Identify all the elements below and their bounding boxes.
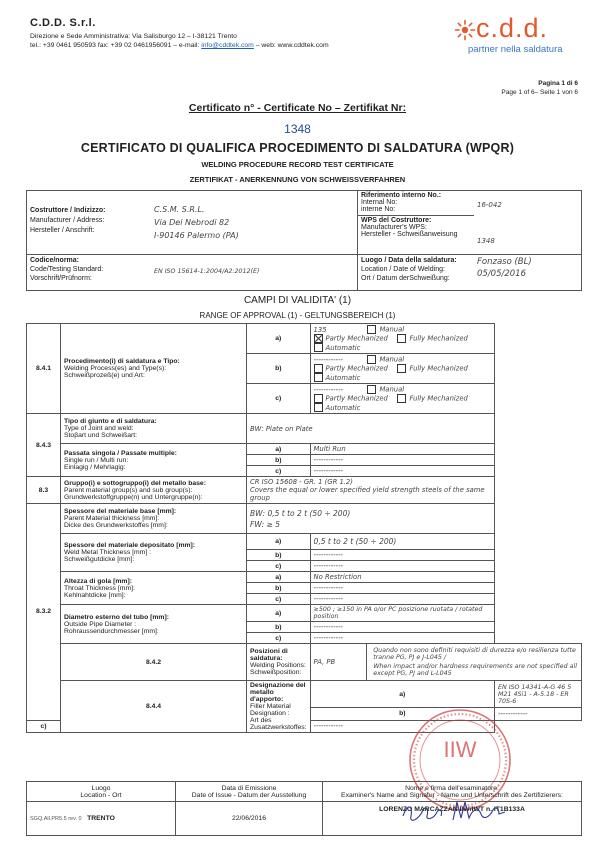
automatic-checkbox[interactable] [314, 403, 323, 412]
examiner-header-it: Nome e firma dell'esaminatore: [405, 784, 499, 792]
row-key: b) [247, 455, 311, 466]
position-label-de: Schweißposition: [250, 669, 302, 676]
manufacturer-label-en: Manufacturer / Address: [30, 217, 105, 224]
code-label-en: Code/Testing Standard: [30, 266, 104, 273]
company-address [30, 32, 410, 50]
throat-value: ------------ [310, 594, 494, 605]
fully-mechanized-checkbox[interactable] [397, 364, 406, 373]
page-info [501, 79, 578, 97]
issue-place: TRENTO [27, 802, 176, 836]
row-key: b) [247, 622, 311, 633]
subtitle-en: WELDING PROCEDURE RECORD TEST CERTIFICATE [201, 160, 394, 169]
row-key: c) [247, 384, 311, 414]
place-date-value [474, 255, 582, 291]
welding-date: 05/05/2016 [477, 269, 526, 279]
manufacturer-name: C.S.M. S.R.L. [154, 205, 205, 214]
row-key: c) [247, 466, 311, 477]
code-label [27, 255, 152, 291]
section-number-842: 8.4.2 [61, 644, 247, 681]
parent-group-label-it: Gruppo(i) e sottogruppo(i) del metallo base: [64, 479, 206, 487]
pipe-diameter-value: ------------ [310, 633, 494, 644]
internal-wps-values [474, 191, 582, 255]
email-link[interactable]: info@cddtek.com [201, 42, 254, 49]
filler-label-en: Filler Material Designation : [250, 703, 291, 717]
filler-label-de: Art des Zusatzwerkstoffes: [250, 717, 307, 731]
date-header-it: Data di Emissione [221, 784, 277, 792]
row-key: b) [247, 354, 311, 384]
deposit-thickness-label [61, 534, 247, 572]
certificate-number: 1348 [284, 122, 311, 136]
automatic-label: Automatic [325, 403, 361, 412]
range-title: CAMPI DI VALIDITA' (1) [243, 295, 352, 306]
parent-group-value-1: CR ISO 15608 - GR. 1 (GR 1.2) [250, 478, 353, 486]
process-row-a [310, 324, 494, 354]
row-key: a) [247, 605, 311, 622]
base-thickness-bw: BW: 0,5 t to 2 t (50 ÷ 200) [250, 508, 351, 518]
place-header-it: Luogo [91, 784, 111, 792]
manufacturer-label [27, 191, 152, 255]
position-note [367, 647, 581, 677]
range-of-approval-table [26, 323, 582, 733]
throat-value: ------------ [310, 583, 494, 594]
address-line-1: Direzione e Sede Amministrativa: Via Salisburgo 12 – I-38121 Trento [30, 33, 237, 40]
cdd-logo [454, 13, 579, 61]
wps-label-en: Manufacturer's WPS: [361, 224, 427, 231]
manual-checkbox[interactable] [367, 355, 376, 364]
parent-group-value-2: Covers the equal or lower specified yield strength steels of the same group [250, 486, 485, 502]
manual-label: Manual [379, 355, 405, 364]
filler-value: ------------ [495, 708, 582, 720]
contacts-text: tel.: +39 0461 950593 fax: +39 02 0461956091 – e-mail: [30, 42, 202, 49]
process-label-de: Schweißprozeß(e) und Art: [64, 372, 145, 379]
throat-value: No Restriction [310, 572, 494, 583]
pass-label-en: Single run / Multi run: [64, 456, 129, 464]
partly-mechanized-checkbox[interactable] [314, 364, 323, 373]
filler-label-it: Designazione del metallo d'apporto: [250, 682, 306, 703]
parent-group-label [61, 477, 247, 504]
throat-label [61, 572, 247, 605]
address-line-2 [30, 41, 410, 50]
pipe-diameter-label [61, 605, 247, 644]
range-subtitle: RANGE OF APPROVAL (1) - GELTUNGSBEREICH (1) [199, 311, 396, 320]
pass-value: ------------ [310, 455, 494, 466]
process-value: 135 [313, 325, 327, 334]
partly-mechanized-checkbox[interactable] [314, 394, 323, 403]
deposit-thickness-label-it: Spessore del materiale depositato [mm]: [64, 542, 196, 549]
deposit-value: 0,5 t to 2 t (50 ÷ 200) [310, 534, 494, 550]
fully-mechanized-label: Fully Mechanized [409, 334, 468, 343]
manual-label: Manual [379, 385, 405, 394]
wps-label-de: Hersteller - Schweißanweisung [361, 231, 458, 238]
pipe-diameter-value: ------------ [310, 622, 494, 633]
internal-number: 16-042 [477, 201, 502, 209]
row-key: b) [247, 550, 311, 561]
date-header-en: Date of Issue - Datum der Ausstellung [191, 791, 307, 799]
row-key: c) [247, 594, 311, 605]
base-thickness-label-en: Parent Material thickness [mm]: [64, 515, 160, 522]
fully-mechanized-label: Fully Mechanized [409, 394, 468, 403]
row-key: a) [247, 534, 311, 550]
examiner-header-en: Examiner's Name and Signatur - Name und Unterschrift des Zertifizierers: [341, 791, 563, 799]
web-text: – web: www.cddtek.com [253, 42, 329, 49]
section-number-83: 8.3 [27, 477, 61, 504]
section-number-832: 8.3.2 [27, 504, 61, 721]
pass-value: Multi Run [310, 444, 494, 455]
partly-mechanized-label: Partly Mechanized [325, 394, 388, 403]
pass-label [61, 444, 247, 477]
process-label-en: Welding Process(es) and Type(s): [64, 365, 167, 372]
manual-label: Manual [379, 325, 405, 334]
subtitle-de: ZERTIFIKAT - ANERKENNUNG VON SCHWEISSVERFAHREN [189, 175, 406, 184]
manual-checkbox[interactable] [367, 325, 376, 334]
fully-mechanized-label: Fully Mechanized [409, 364, 468, 373]
stamp-text: IIW [443, 737, 477, 762]
joint-label-it: Tipo di giunto e di saldatura: [64, 418, 157, 425]
certificate-label [0, 102, 595, 114]
manual-checkbox[interactable] [367, 385, 376, 394]
base-thickness-fw: FW: ≥ 5 [250, 519, 281, 529]
manufacturer-street: Via Dei Nebrodi 82 [154, 218, 230, 227]
position-note-it: Quando non sono definiti requisiti di durezza e/o resilienza tutte tranne PG, PJ e J-L045 / [373, 647, 576, 661]
row-key: c) [27, 720, 61, 732]
row-key: b) [247, 583, 311, 594]
row-key: a) [310, 681, 494, 708]
process-value: ------------ [313, 355, 343, 364]
place-label-it: Luogo / Data della saldatura: [361, 257, 457, 264]
base-thickness-label-it: Spessore del materiale base [mm]: [64, 508, 177, 515]
section-number-844: 8.4.4 [61, 681, 247, 733]
process-label-it: Procedimento(i) di saldatura e Tipo: [64, 358, 180, 365]
row-key: a) [247, 572, 311, 583]
automatic-checkbox[interactable] [314, 343, 323, 352]
partly-mechanized-checkbox[interactable] [314, 334, 323, 343]
fully-mechanized-checkbox[interactable] [397, 334, 406, 343]
base-thickness-label-de: Dicke des Grundwerkstoffes [mm]: [64, 522, 168, 529]
partly-mechanized-label: Partly Mechanized [325, 364, 388, 373]
base-thickness-value [247, 504, 495, 534]
manufacturer-label-it: Costruttore / Indizizzo: [30, 207, 106, 214]
wps-number: 1348 [477, 237, 495, 245]
process-row-b [310, 354, 494, 384]
examiner-signature [395, 796, 515, 828]
row-key: b) [310, 708, 494, 720]
pipe-diameter-value: ≥500 ; ≥150 in PA o/or PC posizione ruotata / rotated position [310, 605, 494, 622]
section-number-843: 8.4.3 [27, 414, 61, 477]
code-label-de: Vorschrift/Prüfnorm: [30, 275, 92, 282]
code-label-it: Codice/norma: [30, 257, 80, 264]
document-title: CERTIFICATO DI QUALIFICA PROCEDIMENTO DI SALDATURA (WPQR) [80, 141, 515, 155]
place-label-de: Ort / Datum derSchweißung: [361, 275, 450, 282]
examiner-name: LORENZO MARCAZZAN IIW/IWT n. IT1B133A [323, 802, 582, 836]
form-code: SGQ.All.PR5.5 rev. 0 [30, 816, 82, 822]
pipe-diameter-label-it: Diametro esterno del tubo [mm]: [64, 613, 169, 621]
section-number-841: 8.4.1 [27, 324, 61, 414]
automatic-label: Automatic [325, 373, 361, 382]
joint-label-de: Stoβart und Schweißart: [64, 432, 138, 439]
parent-group-label-de: Grundwerkstoffgruppe(n) und Untergruppe(n): [64, 493, 203, 501]
date-header [176, 782, 323, 802]
place-label-en: Location / Date of Welding: [361, 266, 445, 273]
manufacturer-label-de: Hersteller / Anschrift: [30, 227, 95, 234]
pass-label-de: Einlagig / Mehrlagig: [64, 463, 126, 471]
deposit-value: ------------ [310, 550, 494, 561]
row-key: c) [247, 561, 311, 572]
pipe-diameter-label-en: Outside Pipe Diameter : [64, 620, 137, 628]
partly-mechanized-label: Partly Mechanized [325, 334, 388, 343]
certificate-label-text: Certificato n° - Certificate No – Zertifikat Nr: [188, 102, 407, 114]
page-info-it: Pagina 1 di 6 [538, 80, 578, 87]
fully-mechanized-checkbox[interactable] [397, 394, 406, 403]
filler-value: EN ISO 14341-A-G 46 5 M21 4Si1 - A-5.18 - ER 70S-6 [495, 681, 582, 708]
pipe-diameter-label-de: Rohraussendurchmesser [mm]: [64, 627, 159, 635]
issue-date: 22/06/2016 [176, 802, 323, 836]
throat-label-de: Kehlnahtdicke [mm]: [64, 591, 126, 599]
position-value-cell [310, 644, 581, 681]
manufacturer-city: I-90146 Palermo (PA) [154, 231, 239, 240]
throat-label-it: Altezza di gola [mm]: [64, 577, 132, 585]
wps-label-it: WPS del Costruttore: [361, 217, 432, 224]
company-name: C.D.D. S.r.l. [30, 17, 96, 29]
code-value: EN ISO 15614-1:2004/A2:2012(E) [151, 255, 358, 291]
parent-group-value [247, 477, 495, 504]
filler-label [247, 681, 311, 733]
position-note-en: When impact and/or hardness requirements are not specified all except PG, PJ and L-L045 [373, 663, 577, 677]
internal-label-de: interne No: [361, 206, 396, 213]
position-label-en: Welding Positions: [250, 662, 306, 669]
process-value: ------------ [313, 385, 343, 394]
filler-value: ------------ [310, 720, 494, 732]
process-row-c [310, 384, 494, 414]
pass-label-it: Passata singola / Passate multiple: [64, 449, 177, 457]
deposit-thickness-label-de: Schweißgutdicke [mm]: [64, 556, 135, 563]
automatic-checkbox[interactable] [314, 373, 323, 382]
parent-group-label-en: Parent material group(s) and sub group(s): [64, 486, 193, 494]
base-thickness-label [61, 504, 247, 534]
internal-label-en: Internal No: [361, 199, 398, 206]
deposit-value: ------------ [310, 561, 494, 572]
pass-value: ------------ [310, 466, 494, 477]
process-label [61, 324, 247, 414]
logo-word: c.d.d. [476, 13, 549, 43]
position-value: PA, PB [311, 644, 368, 680]
deposit-thickness-label-en: Weld Metal Thickness [mm] : [64, 549, 151, 556]
position-label [247, 644, 311, 681]
joint-value: BW: Plate on Plate [247, 414, 495, 444]
joint-label [61, 414, 247, 444]
place-label [358, 255, 475, 291]
place-header [27, 782, 176, 802]
manufacturer-info-table [26, 190, 582, 291]
sun-icon [454, 19, 476, 41]
row-key: a) [247, 324, 311, 354]
row-key: c) [247, 633, 311, 644]
joint-label-en: Type of Joint and weld: [64, 425, 134, 432]
position-label-it: Posizioni di saldatura: [250, 648, 288, 662]
manufacturer-value [151, 191, 358, 255]
place-header-en: Location - Ort [80, 791, 122, 799]
internal-label-it: Riferimento interno No.: [361, 192, 442, 199]
welding-place: Fonzaso (BL) [477, 257, 532, 267]
page-info-en: Page 1 of 6– Seite 1 von 6 [501, 89, 578, 96]
internal-wps-labels [358, 191, 475, 255]
logo-tagline: partner nella saldatura [468, 44, 563, 55]
row-key: a) [247, 444, 311, 455]
throat-label-en: Throat Thickness [mm]: [64, 584, 135, 592]
automatic-label: Automatic [325, 343, 361, 352]
